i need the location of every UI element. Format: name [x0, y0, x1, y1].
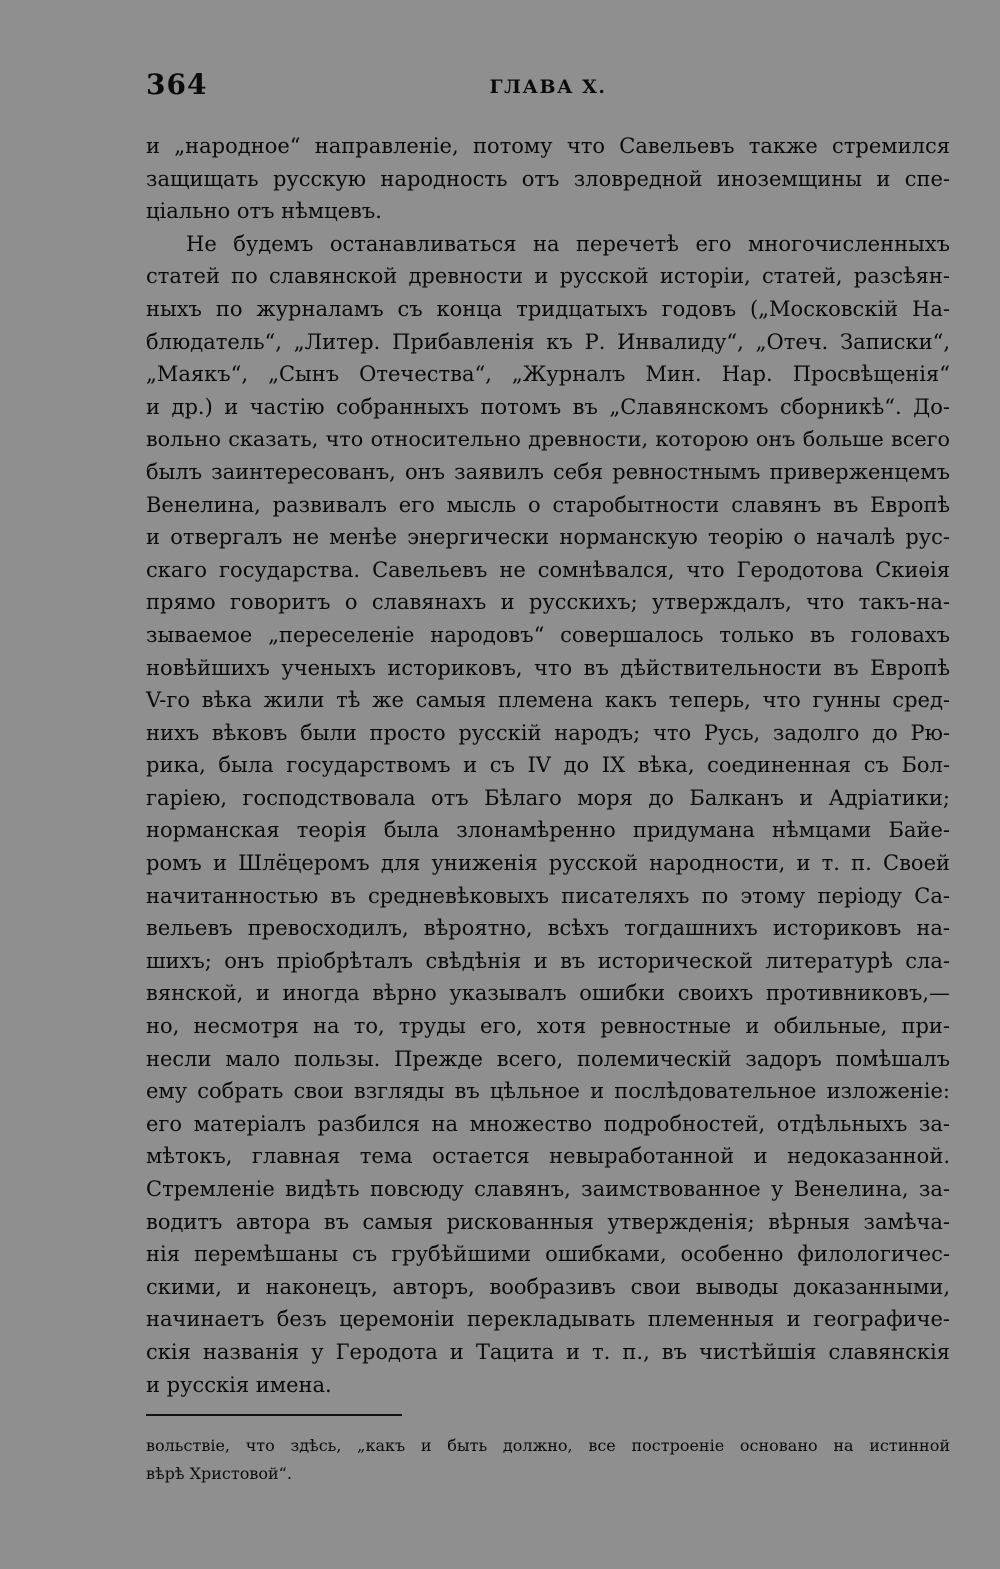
footnote-line: вѣрѣ Христовой“.: [146, 1464, 292, 1483]
text-line: нихъ вѣковъ были просто русскій народъ; что Русь, задолго до Рю-: [146, 720, 950, 745]
text-line: начинаетъ безъ церемоніи перекладывать племенныя и географиче-: [146, 1307, 950, 1332]
text-line: статей по славянской древности и русской исторіи, статей, разсѣян-: [146, 264, 950, 289]
text-line: скаго государства. Савельевъ не сомнѣвался, что Геродотова Скиѳія: [146, 557, 950, 582]
text-line: вельевъ превосходилъ, вѣроятно, всѣхъ тогдашнихъ историковъ на-: [146, 916, 950, 941]
footnote-divider: [146, 1414, 402, 1416]
text-line: вольно сказать, что относительно древности, которою онъ больше всего: [146, 427, 950, 452]
body-text: [146, 130, 950, 1401]
text-line: Стремленіе видѣть повсюду славянъ, заимствованное у Венелина, за-: [146, 1177, 950, 1201]
text-line: начитанностью въ средневѣковыхъ писателяхъ по этому періоду Са-: [146, 883, 950, 908]
paragraph-1: [146, 130, 950, 228]
text-line: и др.) и частію собранныхъ потомъ въ „Славянскомъ сборникѣ“. До-: [146, 394, 950, 419]
footnote: [146, 1432, 950, 1488]
text-line: но, несмотря на то, труды его, хотя ревностные и обильные, при-: [146, 1014, 950, 1039]
running-head: ГЛАВА X.: [489, 76, 607, 98]
text-line: новѣйшихъ ученыхъ историковъ, что въ дѣйствительности въ Европѣ: [146, 655, 950, 680]
text-line: скими, и наконецъ, авторъ, вообразивъ свои выводы доказанными,: [146, 1274, 950, 1299]
text-line: скія названія у Геродота и Тацита и т. п., въ чистѣйшія славянскія: [146, 1339, 950, 1364]
text-line: несли мало пользы. Прежде всего, полемическій задоръ помѣшалъ: [146, 1046, 950, 1071]
text-line: былъ заинтересованъ, онъ заявилъ себя ревностнымъ приверженцемъ: [146, 459, 950, 484]
text-line: „Маякъ“, „Сынъ Отечества“, „Журналъ Мин. Нар. Просвѣщенія“: [146, 362, 950, 387]
text-line: и „народное“ направленіе, потому что Савельевъ также стремился: [146, 134, 950, 158]
text-line: ему собрать свои взгляды въ цѣльное и послѣдовательное изложеніе:: [146, 1079, 950, 1104]
page-number: 364: [146, 68, 208, 101]
text-line: мѣтокъ, главная тема остается невыработанной и недоказанной.: [146, 1144, 950, 1169]
text-line: нія перемѣшаны съ грубѣйшими ошибками, особенно филологичес-: [146, 1242, 950, 1267]
footnote-line: вольствіе, что здѣсь, „какъ и быть должно, все построеніе основано на истинной: [146, 1436, 950, 1455]
paragraph-2: [146, 228, 950, 1401]
text-line: вянской, и иногда вѣрно указывалъ ошибки своихъ противниковъ,—: [146, 981, 950, 1006]
text-line: ныхъ по журналамъ съ конца тридцатыхъ годовъ („Московскій На-: [146, 296, 950, 321]
text-line: Венелина, развивалъ его мысль о старобытности славянъ въ Европѣ: [146, 492, 950, 517]
text-line: V-го вѣка жили тѣ же самыя племена какъ теперь, что гунны сред-: [146, 688, 950, 713]
text-line: ромъ и Шлёцеромъ для униженія русской народности, и т. п. Своей: [146, 851, 950, 876]
text-line: водитъ автора въ самыя рискованныя утвержденія; вѣрныя замѣча-: [146, 1209, 950, 1234]
text-line: Не будемъ останавливаться на перечетѣ его многочисленныхъ: [186, 231, 950, 256]
text-line: блюдатель“, „Литер. Прибавленія къ Р. Инвалиду“, „Отеч. Записки“,: [146, 329, 950, 354]
text-line: шихъ; онъ пріобрѣталъ свѣдѣнія и въ исторической литературѣ сла-: [146, 948, 950, 973]
text-line: гаріею, господствовала отъ Бѣлаго моря до Балканъ и Адріатики;: [146, 785, 950, 810]
text-line: рика, была государствомъ и съ IV до IX вѣка, соединенная съ Бол-: [146, 753, 950, 778]
text-line: зываемое „переселеніе народовъ“ совершалось только въ головахъ: [146, 622, 950, 647]
text-line: норманская теорія была злонамѣренно придумана нѣмцами Байе-: [146, 818, 950, 843]
text-line: защищать русскую народность отъ зловредной иноземщины и спе-: [146, 166, 950, 191]
text-line: его матеріалъ разбился на множество подробностей, отдѣльныхъ за-: [146, 1111, 950, 1136]
page-header: [146, 68, 950, 108]
text-line: и отвергалъ не менѣе энергически норманскую теорію о началѣ рус-: [146, 525, 950, 550]
text-line: ціально отъ нѣмцевъ.: [146, 199, 382, 224]
text-line: и русскія имена.: [146, 1372, 332, 1397]
text-line: прямо говоритъ о славянахъ и русскихъ; утверждалъ, что такъ-на-: [146, 590, 950, 615]
